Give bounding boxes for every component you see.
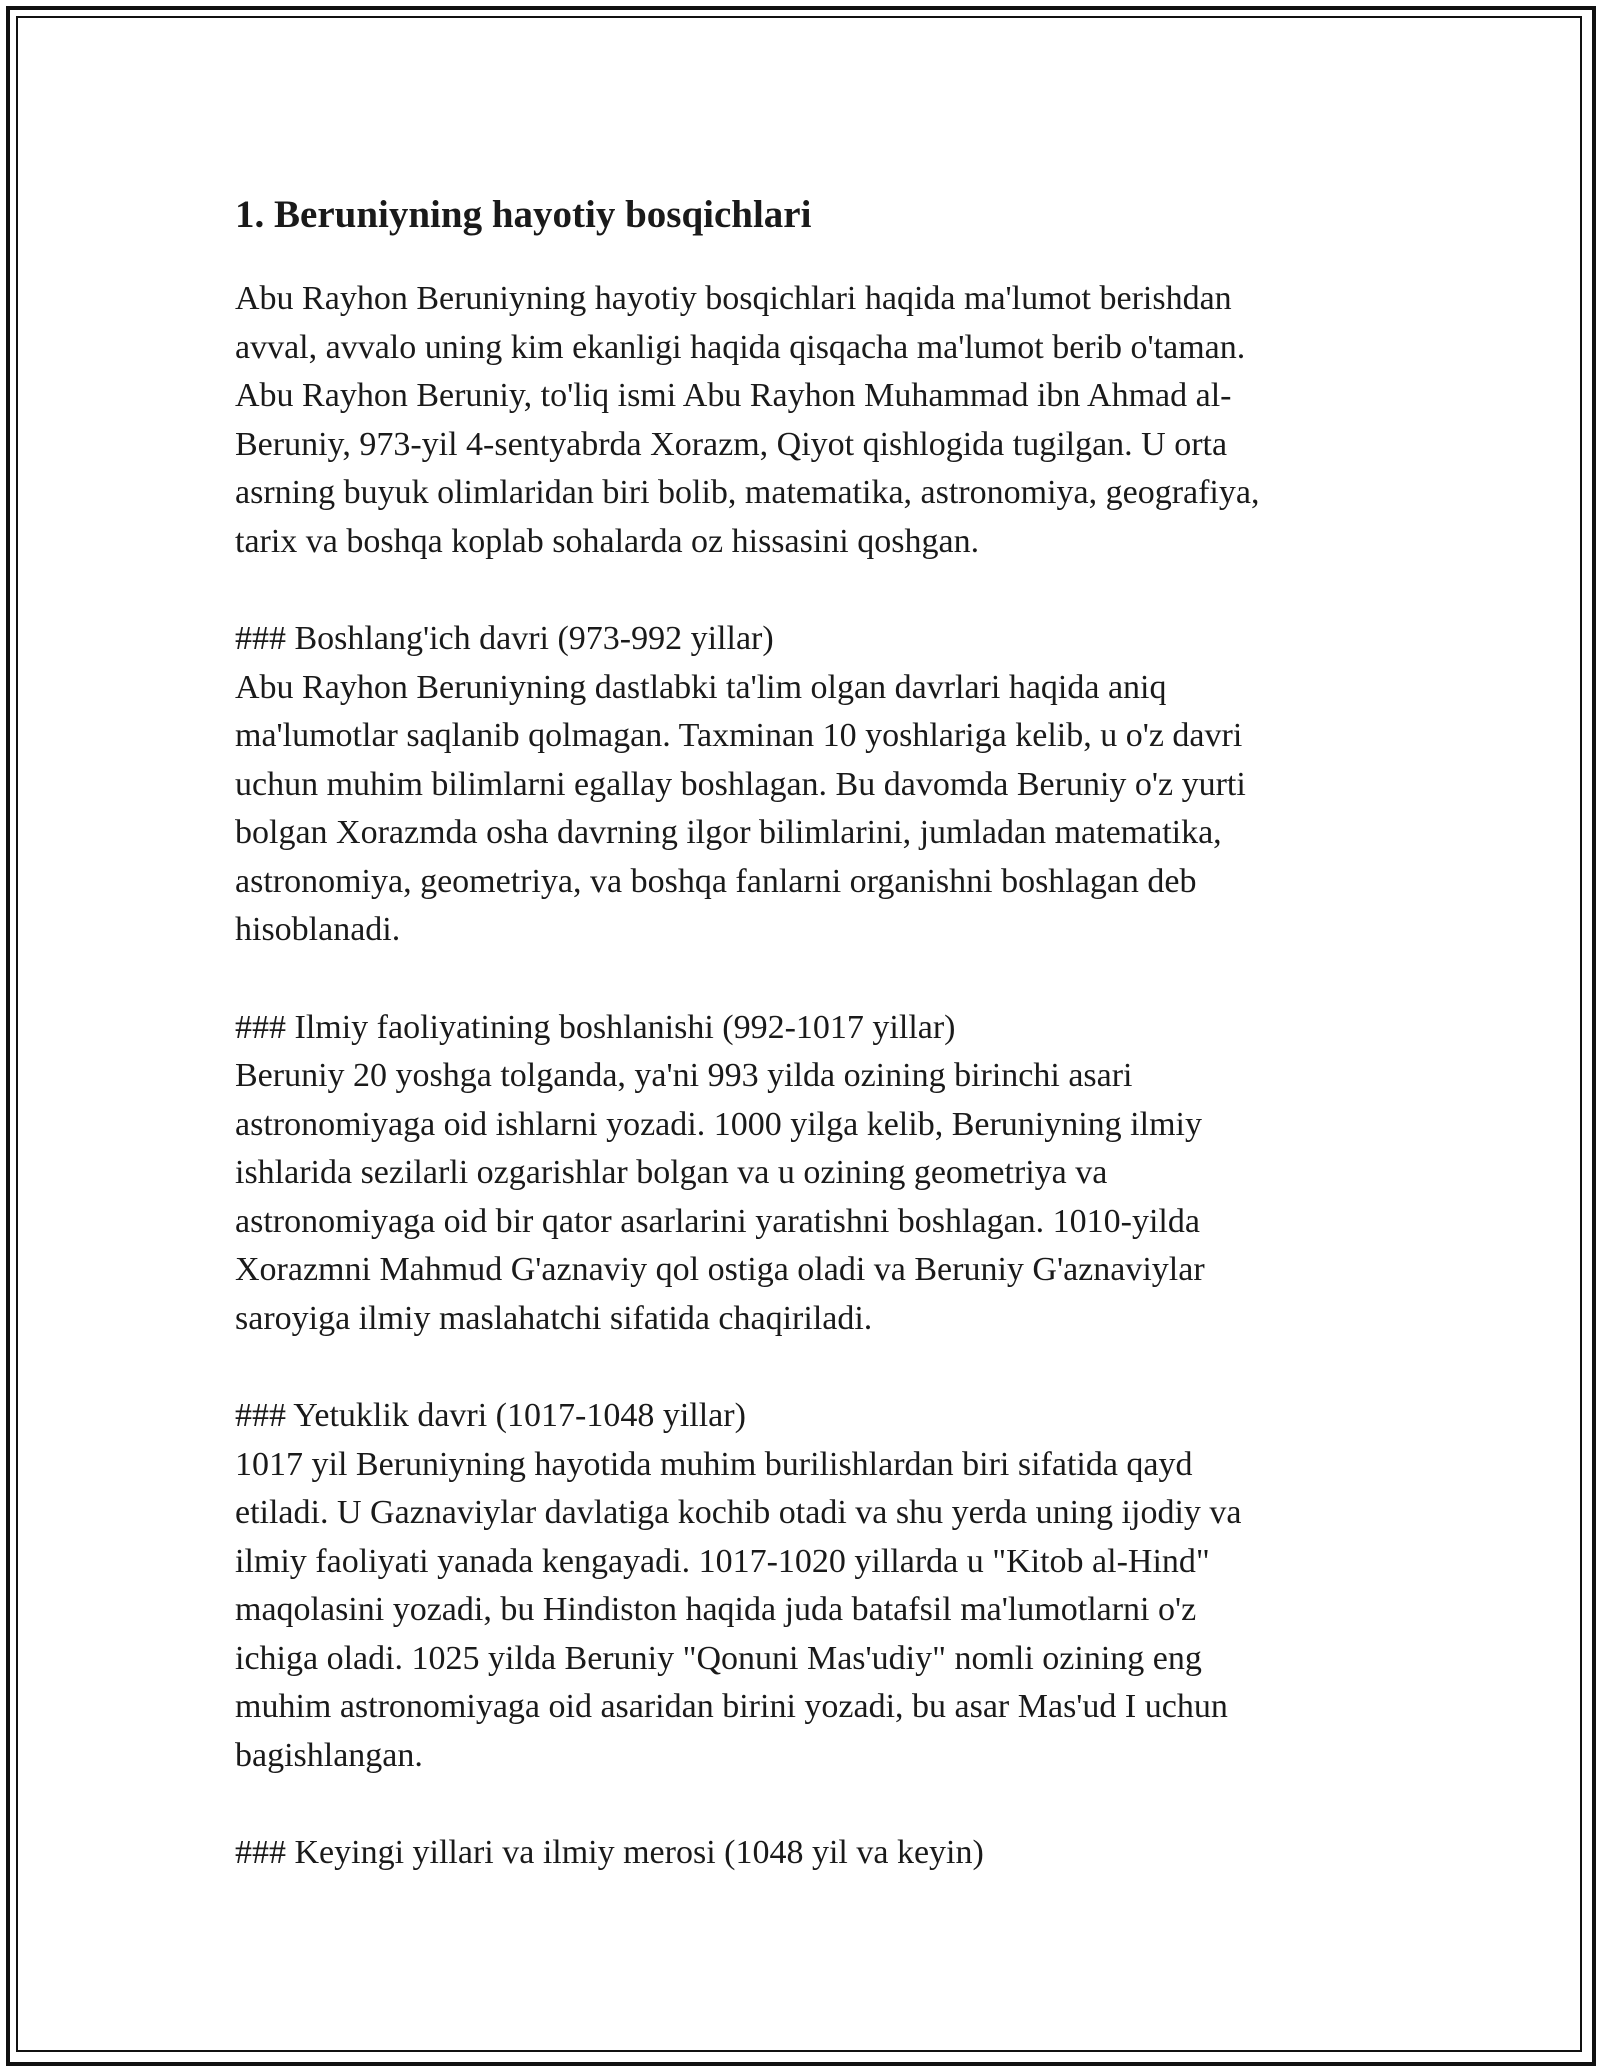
text-line: Beruniy 20 yoshga tolganda, ya'ni 993 yilda ozining birinchi asari [235, 1057, 1133, 1094]
text-line: ilmiy faoliyati yanada kengayadi. 1017-1020 yillarda u "Kitob al-Hind" [235, 1542, 1210, 1580]
text-line: Xorazmni Mahmud G'aznaviy qol ostiga oladi va Beruniy G'aznaviylar [235, 1251, 1205, 1288]
text-line: bagishlangan. [235, 1736, 423, 1774]
text-line: Beruniy, 973-yil 4-sentyabrda Xorazm, Qiyot qishlogida tugilgan. U orta [235, 425, 1228, 463]
text-line: 1017 yil Beruniyning hayotida muhim burilishlardan biri sifatida qayd [235, 1445, 1193, 1483]
text-line: hisoblanadi. [235, 911, 401, 948]
paragraph-intro [235, 275, 1365, 566]
text-line: uchun muhim bilimlarni egallay boshlagan. Bu davomda Beruniy o'z yurti [235, 765, 1246, 803]
paragraph-later-years [235, 1829, 1365, 1878]
text-line: maqolasini yozadi, bu Hindiston haqida juda batafsil ma'lumotlarni o'z [235, 1591, 1197, 1628]
text-line: astronomiyaga oid bir qator asarlarini yaratishni boshlagan. 1010-yilda [235, 1202, 1200, 1240]
text-line: ma'lumotlar saqlanib qolmagan. Taxminan 10 yoshlariga kelib, u o'z davri [235, 717, 1243, 754]
subsection-heading: ### Yetuklik davri (1017-1048 yillar) [235, 1397, 746, 1434]
subsection-heading: ### Ilmiy faoliyatining boshlanishi (992-1017 yillar) [235, 1008, 956, 1046]
section-heading: 1. Beruniyning hayotiy bosqichlari [235, 193, 812, 236]
text-line: Abu Rayhon Beruniy, to'liq ismi Abu Rayhon Muhammad ibn Ahmad al- [235, 377, 1232, 414]
text-line: bolgan Xorazmda osha davrning ilgor bilimlarini, jumladan matematika, [235, 814, 1222, 851]
text-line: tarix va boshqa koplab sohalarda oz hissasini qoshgan. [235, 522, 980, 560]
text-line: Abu Rayhon Beruniyning hayotiy bosqichlari haqida ma'lumot berishdan [235, 280, 1232, 317]
document-body [235, 185, 1365, 1878]
paragraph-scientific-start [235, 1004, 1365, 1344]
text-line: ichiga oladi. 1025 yilda Beruniy "Qonuni Mas'udiy" nomli ozining eng [235, 1639, 1202, 1677]
text-line: astronomiyaga oid ishlarni yozadi. 1000 yilga kelib, Beruniyning ilmiy [235, 1105, 1202, 1143]
text-line: avval, avvalo uning kim ekanligi haqida qisqacha ma'lumot berib o'taman. [235, 328, 1246, 366]
text-line: asrning buyuk olimlaridan biri bolib, matematika, astronomiya, geografiya, [235, 474, 1260, 511]
text-line: muhim astronomiyaga oid asaridan birini yozadi, bu asar Mas'ud I uchun [235, 1688, 1228, 1725]
text-line: Abu Rayhon Beruniyning dastlabki ta'lim olgan davrlari haqida aniq [235, 668, 1167, 706]
paragraph-maturity-period [235, 1392, 1365, 1780]
text-line: saroyiga ilmiy maslahatchi sifatida chaqiriladi. [235, 1299, 873, 1337]
text-line: astronomiya, geometriya, va boshqa fanlarni organishni boshlagan deb [235, 862, 1197, 900]
paragraph-early-period [235, 615, 1365, 955]
subsection-heading: ### Keyingi yillari va ilmiy merosi (1048 yil va keyin) [235, 1834, 984, 1871]
text-line: etiladi. U Gaznaviylar davlatiga kochib otadi va shu yerda uning ijodiy va [235, 1494, 1242, 1531]
subsection-heading: ### Boshlang'ich davri (973-992 yillar) [235, 620, 774, 657]
text-line: ishlarida sezilarli ozgarishlar bolgan va u ozining geometriya va [235, 1154, 1108, 1191]
